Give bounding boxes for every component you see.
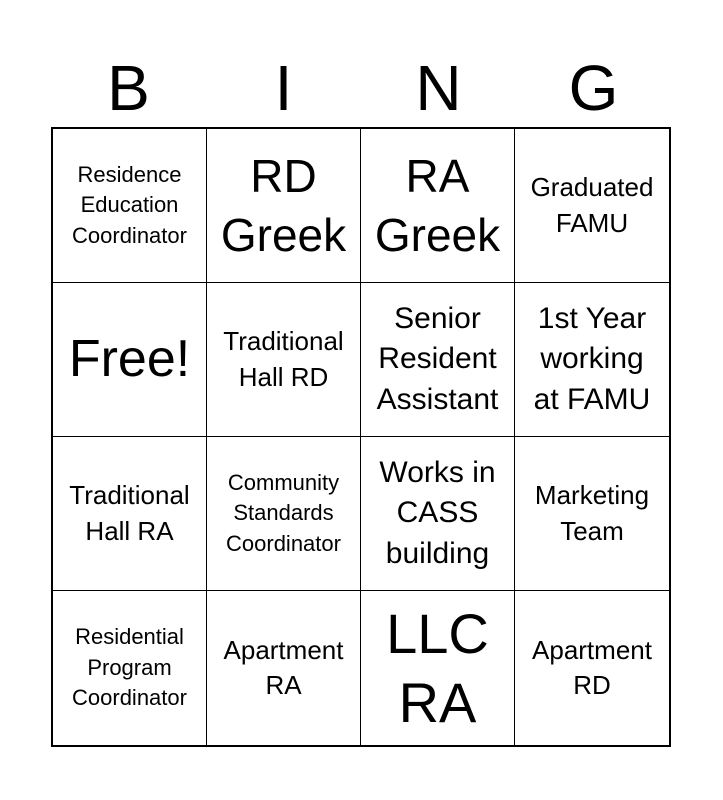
cell-label: Apartment RA xyxy=(223,634,344,700)
cell-label: RD Greek xyxy=(220,150,347,261)
cell-label: Traditional Hall RD xyxy=(223,326,344,392)
bingo-cell-r2c4[interactable] xyxy=(515,283,669,437)
bingo-cell-r3c4[interactable] xyxy=(515,437,669,591)
bingo-cell-r1c4[interactable] xyxy=(515,129,669,283)
cell-label: Free! xyxy=(68,329,191,388)
cell-label: Works in CASS building xyxy=(379,455,496,570)
cell-label: Marketing Team xyxy=(534,480,650,546)
bingo-cell-r2c2[interactable] xyxy=(207,283,361,437)
bingo-cell-r4c4[interactable] xyxy=(515,591,669,745)
cell-label: RA Greek xyxy=(374,150,501,261)
cell-label: Residence Education Coordinator xyxy=(72,161,187,248)
header-letter-b: B xyxy=(107,52,150,124)
bingo-cell-r3c1[interactable] xyxy=(53,437,207,591)
bingo-cell-r1c1[interactable] xyxy=(53,129,207,283)
cell-label: Community Standards Coordinator xyxy=(226,469,341,556)
bingo-cell-r2c3[interactable] xyxy=(361,283,515,437)
cell-label: Apartment RD xyxy=(532,634,652,700)
bingo-cell-r3c2[interactable] xyxy=(207,437,361,591)
cell-label: Residential Program Coordinator xyxy=(72,624,187,711)
header-letter-n: N xyxy=(415,52,462,124)
cell-label: 1st Year working at FAMU xyxy=(533,301,651,416)
bingo-board xyxy=(51,127,671,747)
bingo-cell-r2c1-free-space[interactable] xyxy=(53,283,207,437)
bingo-cell-r4c1[interactable] xyxy=(53,591,207,745)
cell-label: Senior Resident Assistant xyxy=(376,301,499,416)
cell-label: Graduated FAMU xyxy=(530,172,654,238)
bingo-cell-r1c2[interactable] xyxy=(207,129,361,283)
header-letter-i: I xyxy=(274,52,293,124)
header-letter-g: G xyxy=(568,52,619,124)
bingo-cell-r1c3[interactable] xyxy=(361,129,515,283)
cell-label: LLC RA xyxy=(386,601,489,734)
bingo-header xyxy=(51,48,671,128)
bingo-cell-r4c2[interactable] xyxy=(207,591,361,745)
bingo-cell-r3c3[interactable] xyxy=(361,437,515,591)
cell-label: Traditional Hall RA xyxy=(69,480,190,546)
bingo-cell-r4c3[interactable] xyxy=(361,591,515,745)
